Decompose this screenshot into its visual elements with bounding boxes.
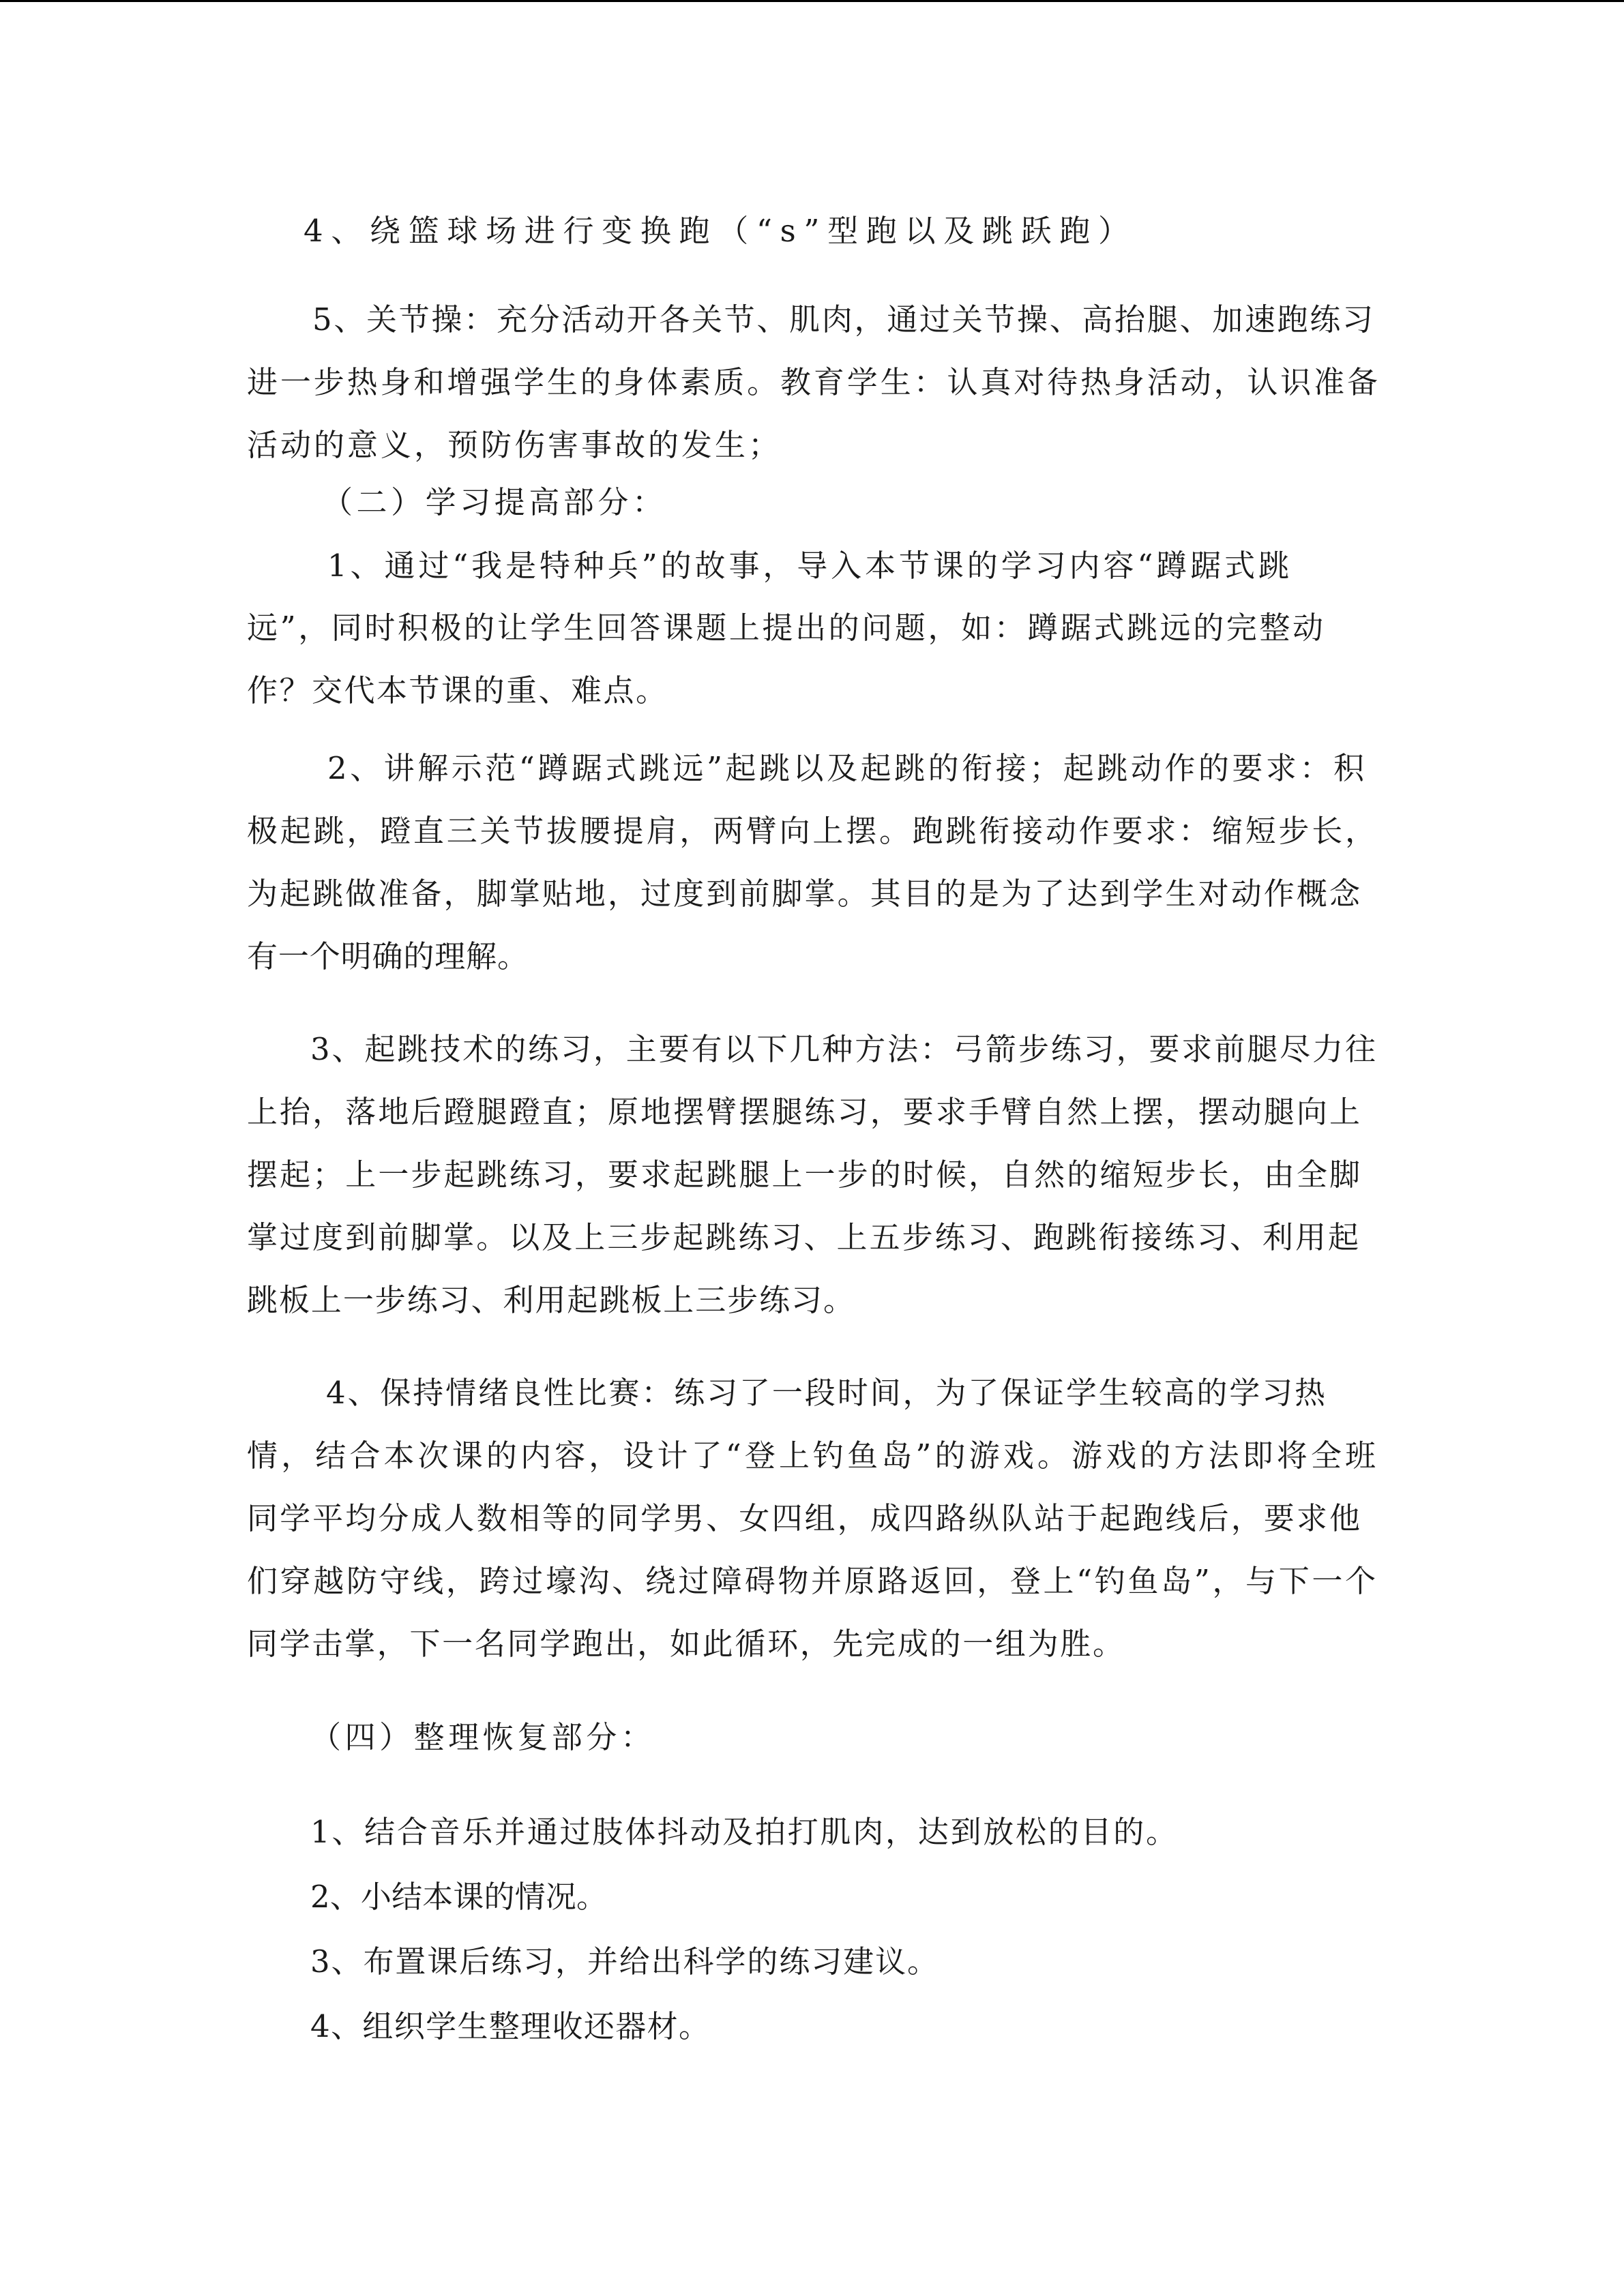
paragraph-takeoff-practice-line-1: 3、起跳技术的练习，主要有以下几种方法：弓箭步练习，要求前腿尽力往	[310, 1031, 1378, 1067]
paragraph-competition-game-line-1: 4、保持情绪良性比赛：练习了一段时间，为了保证学生较高的学习热	[326, 1375, 1327, 1411]
section-heading-cooldown: （四）整理恢复部分：	[310, 1719, 655, 1755]
paragraph-joint-exercise-line-1: 5、关节操：充分活动开各关节、肌肉，通过关节操、高抬腿、加速跑练习	[312, 301, 1375, 338]
paragraph-demonstration-line-1: 2、讲解示范“蹲踞式跳远”起跳以及起跳的衔接；起跳动作的要求：积	[327, 750, 1368, 786]
paragraph-takeoff-practice-line-3: 摆起；上一步起跳练习，要求起跳腿上一步的时候，自然的缩短步长，由全脚	[247, 1157, 1363, 1193]
paragraph-demonstration-line-4: 有一个明确的理解。	[247, 938, 529, 974]
paragraph-story-intro-line-2: 远”，同时积极的让学生回答课题上提出的问题，如：蹲踞式跳远的完整动	[247, 610, 1326, 646]
paragraph-demonstration-line-3: 为起跳做准备，脚掌贴地，过度到前脚掌。其目的是为了达到学生对动作概念	[247, 876, 1363, 912]
paragraph-demonstration-line-2: 极起跳，蹬直三关节拔腰提肩，两臂向上摆。跑跳衔接动作要求：缩短步长，	[247, 813, 1378, 849]
paragraph-story-intro-line-1: 1、通过“我是特种兵”的故事，导入本节课的学习内容“蹲踞式跳	[327, 548, 1293, 584]
list-item-homework: 3、布置课后练习，并给出科学的练习建议。	[310, 1943, 939, 1980]
list-item-music-relax: 1、结合音乐并通过肢体抖动及拍打肌肉，达到放松的目的。	[310, 1814, 1179, 1850]
list-item-summary: 2、小结本课的情况。	[310, 1879, 608, 1915]
paragraph-running-drill: 4、绕篮球场进行变换跑（“s”型跑以及跳跃跑）	[304, 213, 1137, 249]
paragraph-competition-game-line-3: 同学平均分成人数相等的同学男、女四组，成四路纵队站于起跑线后，要求他	[247, 1500, 1363, 1536]
paragraph-takeoff-practice-line-2: 上抬，落地后蹬腿蹬直；原地摆臂摆腿练习，要求手臂自然上摆，摆动腿向上	[247, 1094, 1363, 1130]
section-heading-learning: （二）学习提高部分：	[322, 484, 667, 520]
paragraph-takeoff-practice-line-4: 掌过度到前脚掌。以及上三步起跳练习、上五步练习、跑跳衔接练习、利用起	[247, 1219, 1361, 1255]
list-item-equipment: 4、组织学生整理收还器材。	[310, 2008, 711, 2044]
paragraph-story-intro-line-3: 作？交代本节课的重、难点。	[247, 672, 668, 709]
paragraph-competition-game-line-2: 情，结合本次课的内容，设计了“登上钓鱼岛”的游戏。游戏的方法即将全班	[247, 1437, 1380, 1474]
paragraph-joint-exercise-line-3: 活动的意义，预防伤害事故的发生；	[247, 427, 782, 463]
paragraph-joint-exercise-line-2: 进一步热身和增强学生的身体素质。教育学生：认真对待热身活动，认识准备	[247, 364, 1381, 400]
paragraph-competition-game-line-4: 们穿越防守线，跨过壕沟、绕过障碍物并原路返回，登上“钓鱼岛”，与下一个	[247, 1563, 1378, 1599]
paragraph-takeoff-practice-line-5: 跳板上一步练习、利用起跳板上三步练习。	[247, 1282, 855, 1318]
paragraph-competition-game-line-5: 同学击掌，下一名同学跑出，如此循环，先完成的一组为胜。	[247, 1626, 1125, 1662]
